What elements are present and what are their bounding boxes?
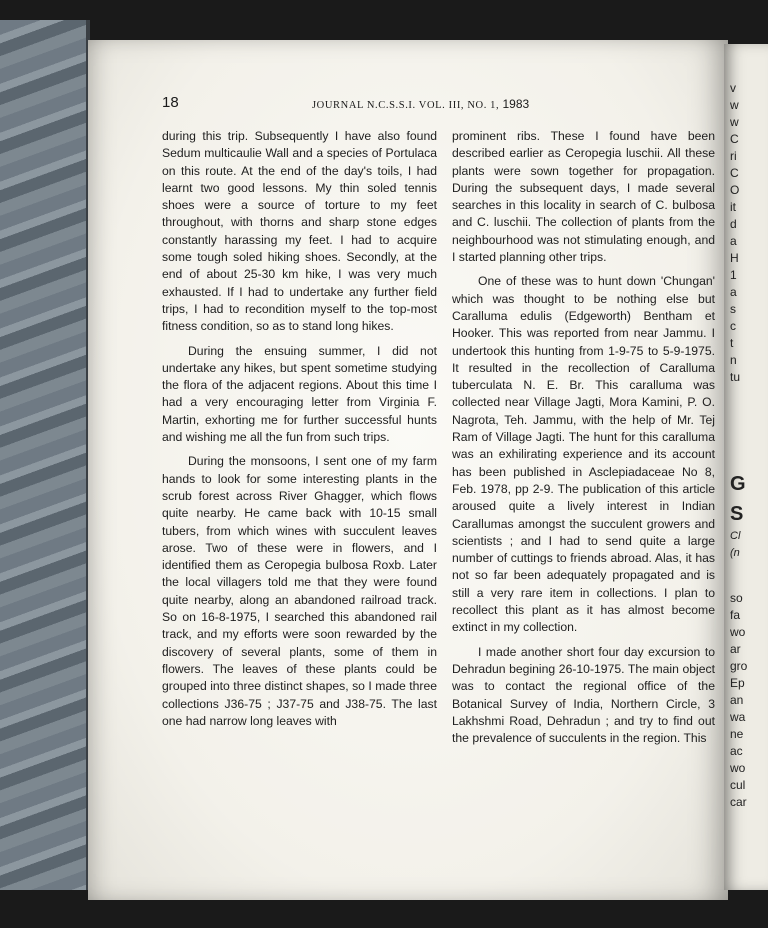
journal-name: JOURNAL N.C.S.S.I. VOL. III, NO. 1, bbox=[312, 100, 500, 111]
facing-page-fragment: a bbox=[730, 234, 737, 248]
facing-page-fragment: ri bbox=[730, 149, 737, 163]
facing-page-fragment: wo bbox=[730, 625, 746, 639]
facing-page-edge bbox=[724, 44, 768, 890]
facing-page-fragment: H bbox=[730, 251, 739, 265]
paragraph: One of these was to hunt down 'Chungan' which was thought to be nothing else but Caralluma edulis (Edgeworth) Bentham et Hooker. This was reported from near Jammu. I undertook this hunting from 1-9-75 to 5-9-1975. It resulted in the recollection of Caralluma tuberculata N. E. Br. This caralluma was collected near Village Jagti, Mora Kamini, P. O. Nagrota, Teh. Jammu, with the help of Mr. Tej Ram of Village Jagti. The hunt for this caralluma was an exhilirating experience and its account has been published in Asclepiadaceae No 8, Feb. 1978, pp 2-9. The publication of this article aroused quite a lively interest in Indian Carallumas amongst the succulent growers and scientists ; and I had to send quite a large number of cuttings to friends abroad. Alas, it has not so far been adequately propagated and is still a very rare item in collections. I plan to recollect this plant as it has almost become extinct in my collection. bbox=[452, 274, 715, 635]
paragraph: During the monsoons, I sent one of my farm hands to look for some interesting plants in the scrub forest across River Ghagger, which flows quite nearby. He came back with 10-15 small tubers, from which wines with succulent leaves arose. Two of these were in flowers, and I identified them as Ceropegia bulbosa Roxb. Later the local villagers told me that they were found quite nearby, along an abandoned railroad track. So on 16-8-1975, I searched this abandoned rail track, and my efforts were soon rewarded by the discovery of several plants, some of them in flowers. The leaves of these plants could be grouped into three distinct shapes, so I made three collections J36-75 ; J37-75 and J38-75. The last one had narrow long leaves with bbox=[162, 454, 437, 728]
facing-page-fragment: an bbox=[730, 693, 744, 707]
facing-page-fragment: w bbox=[730, 115, 739, 129]
facing-page-fragment: fa bbox=[730, 608, 741, 622]
book-page bbox=[88, 40, 728, 900]
facing-page-fragment: Cl bbox=[730, 530, 741, 542]
facing-page-fragment: v bbox=[730, 81, 736, 95]
paragraph: prominent ribs. These I found have been described earlier as Ceropegia luschii. All these plants were sown together for propagation. During the subsequent days, I made several searches in this locality in search of C. bulbosa and C. luschii. The collection of plants from the neighbourhood was not stimulating enough, and I started planning other trips. bbox=[452, 129, 715, 265]
facing-page-fragment: C bbox=[730, 132, 739, 146]
facing-page-fragment: car bbox=[730, 795, 747, 809]
facing-page-fragment: it bbox=[730, 200, 736, 214]
facing-page-fragment: Ep bbox=[730, 676, 745, 690]
facing-page-fragment: (n bbox=[730, 547, 740, 559]
facing-page-fragment: w bbox=[730, 98, 739, 112]
facing-page-fragment: a bbox=[730, 285, 737, 299]
facing-page-fragment: gro bbox=[730, 659, 748, 673]
paragraph: during this trip. Subsequently I have also found Sedum multicaulie Wall and a species of Portulaca on this route. At the end of the day's toils, I had learnt two good lessons. My thin soled tennis shoes were a source of torture to my feet throughout, with thorns and sharp stone edges constantly harassing my feet. I had to acquire some tough soled hiking shoes. Secondly, at the end of about 25-30 km hike, I was very much exhausted. If I had to undertake any further field trips, I had to recondition myself to the top-most fitness condition, so as to stand long hikes. bbox=[162, 129, 437, 334]
journal-year: 1983 bbox=[502, 97, 530, 111]
right-column bbox=[452, 128, 715, 747]
facing-page-fragment: so bbox=[730, 591, 743, 605]
facing-page-fragment: t bbox=[730, 336, 734, 350]
paragraph: During the ensuing summer, I did not undertake any hikes, but spent sometime studying the flora of the adjacent regions. About this time I had a very encouraging letter from Virginia F. Martin, exhorting me for further successful hunts and wishing me all the fun from such trips. bbox=[162, 343, 437, 445]
facing-page-fragment: ac bbox=[730, 744, 743, 758]
facing-page-fragment: wo bbox=[730, 761, 746, 775]
running-header bbox=[162, 94, 722, 114]
facing-page-fragment: wa bbox=[730, 710, 746, 724]
facing-page-fragment: d bbox=[730, 217, 737, 231]
facing-page-fragment: cul bbox=[730, 778, 746, 792]
facing-page-fragment: G bbox=[730, 473, 746, 495]
page-number: 18 bbox=[162, 94, 179, 111]
facing-page-fragment: s bbox=[730, 302, 736, 316]
facing-page-fragment: ar bbox=[730, 642, 741, 656]
facing-page-fragment: tu bbox=[730, 370, 741, 384]
paragraph: I made another short four day excursion to Dehradun begining 26-10-1975. The main object was to contact the regional office of the Botanical Survey of India, Northern Circle, 3 Lakhshmi Road, Dehradun ; and try to find out the prevalence of succulents in the region. This bbox=[452, 644, 715, 746]
facing-page-fragment: c bbox=[730, 319, 736, 333]
facing-page-fragment: 1 bbox=[730, 268, 737, 282]
left-column bbox=[162, 128, 437, 730]
facing-page-fragment: C bbox=[730, 166, 739, 180]
facing-page-fragment: ne bbox=[730, 727, 744, 741]
journal-title bbox=[312, 97, 529, 111]
facing-page-fragment: O bbox=[730, 183, 740, 197]
facing-page-fragment: S bbox=[730, 503, 744, 525]
facing-page-fragment: n bbox=[730, 353, 737, 367]
book-binding bbox=[0, 20, 90, 890]
